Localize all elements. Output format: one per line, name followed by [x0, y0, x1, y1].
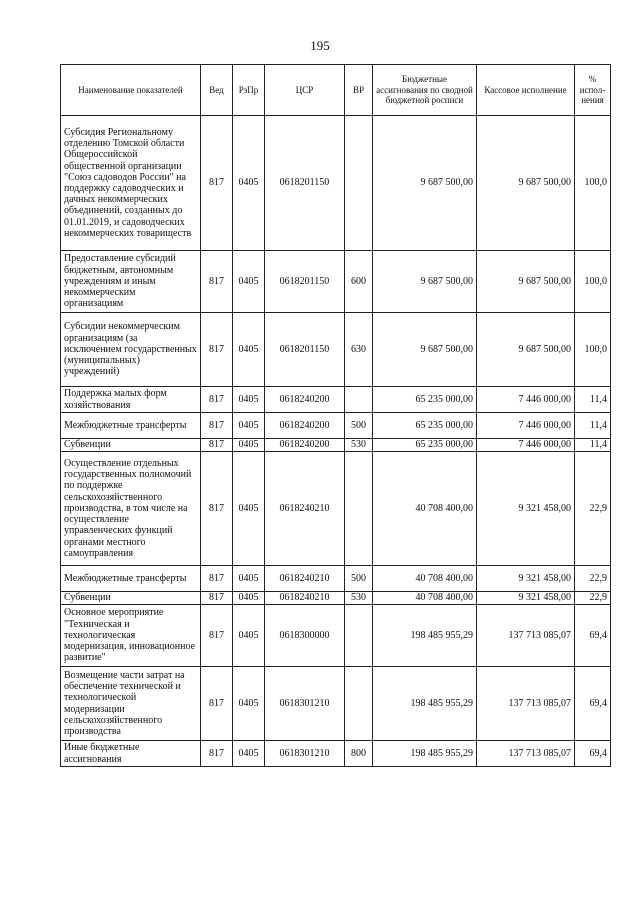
table-row — [61, 741, 611, 767]
row-assignments: 9 687 500,00 — [373, 313, 477, 387]
row-assignments: 65 235 000,00 — [373, 413, 477, 439]
row-name: Субсидия Региональному отделению Томской области Общероссийской общественной организации "Союз садоводов России" на поддержку садоводческих и дачных некоммерческих объединений, созданных до 01.01.2019, и садоводческих некоммерческих товариществ — [61, 116, 201, 251]
row-ved: 817 — [201, 313, 233, 387]
row-cash-execution: 137 713 085,07 — [477, 667, 575, 741]
row-rzpr: 0405 — [233, 387, 265, 413]
row-vr: 530 — [345, 592, 373, 605]
row-cash-execution: 137 713 085,07 — [477, 741, 575, 767]
row-assignments: 65 235 000,00 — [373, 387, 477, 413]
row-vr: 800 — [345, 741, 373, 767]
header-name: Наименование показателей — [61, 65, 201, 116]
table-row — [61, 592, 611, 605]
row-ved: 817 — [201, 387, 233, 413]
row-csr: 0618201150 — [265, 313, 345, 387]
row-vr: 500 — [345, 413, 373, 439]
row-vr — [345, 452, 373, 566]
table-row — [61, 116, 611, 251]
table-row — [61, 667, 611, 741]
row-cash-execution: 9 687 500,00 — [477, 313, 575, 387]
table-row — [61, 251, 611, 313]
row-csr: 0618240210 — [265, 452, 345, 566]
row-rzpr: 0405 — [233, 566, 265, 592]
budget-execution-table — [60, 64, 611, 767]
row-cash-execution: 9 321 458,00 — [477, 566, 575, 592]
row-vr: 530 — [345, 439, 373, 452]
row-csr: 0618240200 — [265, 413, 345, 439]
row-assignments: 9 687 500,00 — [373, 116, 477, 251]
row-name: Основное мероприятие "Техническая и технологическая модернизация, инновационное развитие" — [61, 605, 201, 667]
row-csr: 0618201150 — [265, 251, 345, 313]
table-row — [61, 387, 611, 413]
row-cash-execution: 9 321 458,00 — [477, 592, 575, 605]
table-row — [61, 439, 611, 452]
row-percent: 100,0 — [575, 313, 611, 387]
row-percent: 100,0 — [575, 116, 611, 251]
row-percent: 69,4 — [575, 605, 611, 667]
row-csr: 0618240200 — [265, 387, 345, 413]
row-rzpr: 0405 — [233, 313, 265, 387]
row-ved: 817 — [201, 251, 233, 313]
row-name: Межбюджетные трансферты — [61, 413, 201, 439]
row-cash-execution: 7 446 000,00 — [477, 439, 575, 452]
row-percent: 22,9 — [575, 592, 611, 605]
row-assignments: 40 708 400,00 — [373, 592, 477, 605]
row-percent: 22,9 — [575, 566, 611, 592]
row-percent: 69,4 — [575, 741, 611, 767]
row-name: Поддержка малых форм хозяйствования — [61, 387, 201, 413]
row-name: Осуществление отдельных государственных полномочий по поддержке сельскохозяйственного производства, в том числе на осуществление управленческих функций органами местного самоуправления — [61, 452, 201, 566]
row-name: Субсидии некоммерческим организациям (за исключением государственных (муниципальных) учреждений) — [61, 313, 201, 387]
table-row — [61, 452, 611, 566]
row-assignments: 198 485 955,29 — [373, 741, 477, 767]
row-name: Субвенции — [61, 592, 201, 605]
row-name: Субвенции — [61, 439, 201, 452]
row-rzpr: 0405 — [233, 116, 265, 251]
row-cash-execution: 9 321 458,00 — [477, 452, 575, 566]
row-ved: 817 — [201, 605, 233, 667]
row-csr: 0618201150 — [265, 116, 345, 251]
row-ved: 817 — [201, 741, 233, 767]
row-name: Иные бюджетные ассигнования — [61, 741, 201, 767]
row-vr — [345, 667, 373, 741]
row-cash-execution: 9 687 500,00 — [477, 116, 575, 251]
row-rzpr: 0405 — [233, 251, 265, 313]
row-ved: 817 — [201, 439, 233, 452]
row-vr — [345, 605, 373, 667]
row-ved: 817 — [201, 566, 233, 592]
row-rzpr: 0405 — [233, 592, 265, 605]
row-rzpr: 0405 — [233, 605, 265, 667]
header-ved: Вед — [201, 65, 233, 116]
row-cash-execution: 137 713 085,07 — [477, 605, 575, 667]
row-percent: 22,9 — [575, 452, 611, 566]
header-csr: ЦСР — [265, 65, 345, 116]
table-header-row — [61, 65, 611, 116]
row-assignments: 65 235 000,00 — [373, 439, 477, 452]
row-assignments: 9 687 500,00 — [373, 251, 477, 313]
header-vr: ВР — [345, 65, 373, 116]
header-cash-execution: Кассовое исполнение — [477, 65, 575, 116]
row-vr — [345, 387, 373, 413]
row-csr: 0618301210 — [265, 667, 345, 741]
row-rzpr: 0405 — [233, 741, 265, 767]
row-csr: 0618240200 — [265, 439, 345, 452]
row-percent: 100,0 — [575, 251, 611, 313]
row-rzpr: 0405 — [233, 667, 265, 741]
row-csr: 0618240210 — [265, 566, 345, 592]
row-ved: 817 — [201, 116, 233, 251]
table-row — [61, 566, 611, 592]
row-rzpr: 0405 — [233, 413, 265, 439]
row-ved: 817 — [201, 592, 233, 605]
row-ved: 817 — [201, 413, 233, 439]
row-csr: 0618301210 — [265, 741, 345, 767]
header-assignments: Бюджетные ассигнования по сводной бюджетной росписи — [373, 65, 477, 116]
row-csr: 0618300000 — [265, 605, 345, 667]
row-cash-execution: 7 446 000,00 — [477, 413, 575, 439]
row-cash-execution: 9 687 500,00 — [477, 251, 575, 313]
page-number: 195 — [310, 38, 330, 53]
row-csr: 0618240210 — [265, 592, 345, 605]
row-ved: 817 — [201, 452, 233, 566]
row-name: Возмещение части затрат на обеспечение технической и технологической модернизации сельскохозяйственного производства — [61, 667, 201, 741]
row-percent: 11,4 — [575, 413, 611, 439]
row-assignments: 40 708 400,00 — [373, 452, 477, 566]
row-cash-execution: 7 446 000,00 — [477, 387, 575, 413]
row-percent: 11,4 — [575, 439, 611, 452]
row-vr: 500 — [345, 566, 373, 592]
row-rzpr: 0405 — [233, 452, 265, 566]
row-vr: 630 — [345, 313, 373, 387]
header-rzpr: РзПр — [233, 65, 265, 116]
row-name: Межбюджетные трансферты — [61, 566, 201, 592]
row-rzpr: 0405 — [233, 439, 265, 452]
row-percent: 69,4 — [575, 667, 611, 741]
row-vr — [345, 116, 373, 251]
row-assignments: 40 708 400,00 — [373, 566, 477, 592]
row-assignments: 198 485 955,29 — [373, 667, 477, 741]
row-vr: 600 — [345, 251, 373, 313]
table-row — [61, 413, 611, 439]
row-percent: 11,4 — [575, 387, 611, 413]
row-assignments: 198 485 955,29 — [373, 605, 477, 667]
row-name: Предоставление субсидий бюджетным, автономным учреждениям и иным некоммерческим организациям — [61, 251, 201, 313]
table-row — [61, 605, 611, 667]
row-ved: 817 — [201, 667, 233, 741]
header-percent: % испол- нения — [575, 65, 611, 116]
table-row — [61, 313, 611, 387]
